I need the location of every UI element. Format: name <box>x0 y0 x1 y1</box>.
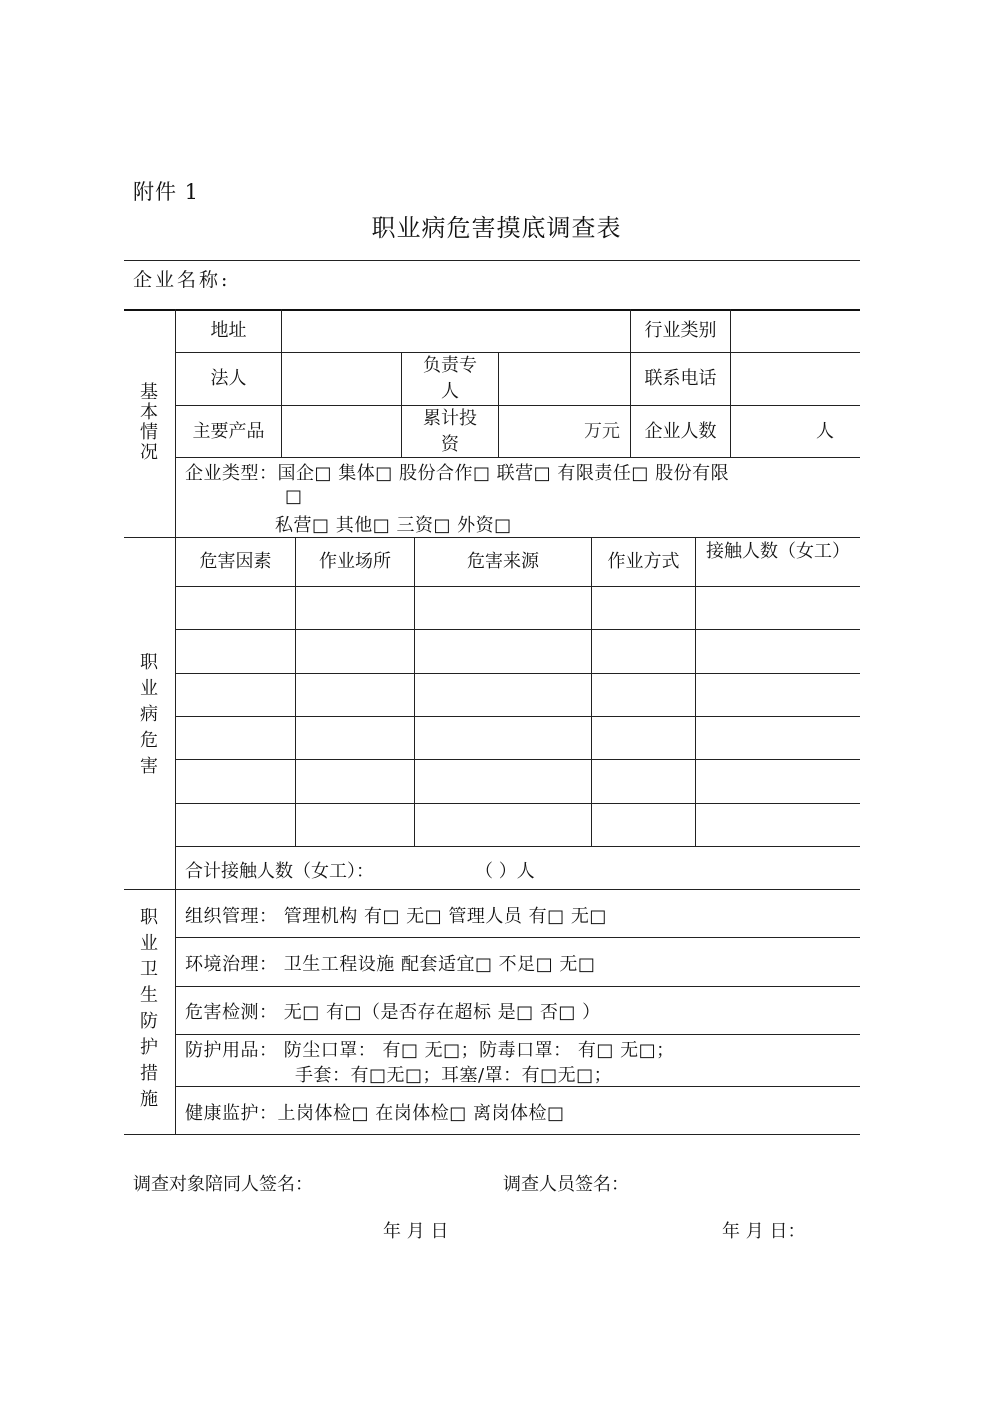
date-left: 年 月 日 <box>383 1221 449 1242</box>
section-char: 业 <box>140 933 158 954</box>
section-char: 病 <box>140 704 158 725</box>
column-divider <box>695 537 696 846</box>
section-char: 施 <box>140 1089 158 1110</box>
row-divider <box>175 759 860 760</box>
staff-count-value[interactable] <box>731 406 860 457</box>
health-monitoring-row: 健康监护：上岗体检□ 在岗体检□ 离岗体检□ <box>185 1103 565 1124</box>
ppe-row-line2: 手套：有□无□；耳塞/罩：有□无□； <box>295 1065 613 1086</box>
contact-phone-label: 联系电话 <box>644 368 717 389</box>
contact-phone-value[interactable] <box>731 353 860 405</box>
accompany-signature-label: 调查对象陪同人签名： <box>133 1174 313 1195</box>
section-char: 基 <box>140 382 158 403</box>
attachment-label: 附件 1 <box>133 180 200 204</box>
section-char: 况 <box>140 442 158 463</box>
company-name-underline <box>124 260 860 261</box>
section-label-hazard <box>134 650 164 780</box>
investment-value[interactable] <box>499 406 630 457</box>
row-divider <box>175 457 860 458</box>
row-divider <box>175 986 860 987</box>
enterprise-type-line2: 私营□ 其他□ 三资□ 外资□ <box>275 515 512 536</box>
row-divider <box>175 673 860 674</box>
section-char: 职 <box>140 907 158 928</box>
section-label-basic <box>134 380 164 466</box>
row-divider <box>175 846 860 847</box>
address-value[interactable] <box>282 310 630 352</box>
label-line: 负责专 <box>423 355 477 376</box>
org-management-row: 组织管理： 管理机构 有□ 无□ 管理人员 有□ 无□ <box>185 906 607 927</box>
header-hazard-factor: 危害因素 <box>199 551 272 572</box>
investigator-signature-label: 调查人员签名： <box>503 1174 629 1195</box>
section-char: 情 <box>140 422 158 443</box>
legal-person-value[interactable] <box>282 353 401 405</box>
staff-unit: 人 <box>816 420 834 442</box>
section-char: 职 <box>140 652 158 673</box>
checkbox-joint-stock-limited[interactable]: □ <box>285 486 303 507</box>
responsible-person-label <box>402 353 498 405</box>
industry-value[interactable] <box>731 310 860 352</box>
legal-person-label: 法人 <box>210 368 247 389</box>
enterprise-type-line1: 企业类型：国企□ 集体□ 股份合作□ 联营□ 有限责任□ 股份有限 <box>185 463 730 484</box>
header-work-method: 作业方式 <box>607 551 680 572</box>
table-bottom-border <box>124 1134 860 1135</box>
header-workplace: 作业场所 <box>319 551 391 572</box>
section-char: 措 <box>140 1063 158 1084</box>
total-exposed-value: （ ）人 <box>475 861 535 882</box>
ppe-row-line1: 防护用品： 防尘口罩： 有□ 无□；防毒口罩： 有□ 无□； <box>185 1040 675 1061</box>
section-char: 危 <box>140 730 158 751</box>
row-divider <box>175 803 860 804</box>
industry-label: 行业类别 <box>644 320 717 341</box>
staff-count-label: 企业人数 <box>644 420 717 442</box>
section-char: 防 <box>140 1011 158 1032</box>
investment-unit: 万元 <box>584 420 620 442</box>
investment-label <box>402 406 498 457</box>
section-char: 业 <box>140 678 158 699</box>
header-exposed-count: 接触人数（女工） <box>706 541 850 562</box>
page-title: 职业病危害摸底调查表 <box>371 214 622 242</box>
main-products-label: 主要产品 <box>192 420 265 442</box>
section-char: 害 <box>140 756 158 777</box>
label-line: 人 <box>441 381 459 402</box>
main-products-value[interactable] <box>282 406 401 457</box>
hazard-detection-row: 危害检测： 无□ 有□（是否存在超标 是□ 否□ ） <box>185 1002 601 1023</box>
date-right: 年 月 日： <box>722 1221 806 1242</box>
section-label-protection <box>134 905 164 1113</box>
section-divider <box>124 889 860 890</box>
section-char: 护 <box>140 1037 158 1058</box>
env-treatment-row: 环境治理： 卫生工程设施 配套适宜□ 不足□ 无□ <box>185 954 596 975</box>
company-name-label: 企业名称: <box>133 269 231 291</box>
row-divider <box>175 937 860 938</box>
row-divider <box>175 716 860 717</box>
label-line: 累计投 <box>423 407 477 429</box>
label-line: 资 <box>441 433 459 455</box>
total-exposed-label: 合计接触人数（女工）： <box>185 861 374 882</box>
address-label: 地址 <box>210 320 247 341</box>
row-divider <box>175 1034 860 1035</box>
section-char: 本 <box>140 402 158 423</box>
section-char: 卫 <box>140 959 158 980</box>
header-hazard-source: 危害来源 <box>467 551 539 572</box>
row-divider <box>175 586 860 587</box>
section-char: 生 <box>140 985 158 1006</box>
row-divider <box>175 629 860 630</box>
responsible-person-value[interactable] <box>499 353 630 405</box>
